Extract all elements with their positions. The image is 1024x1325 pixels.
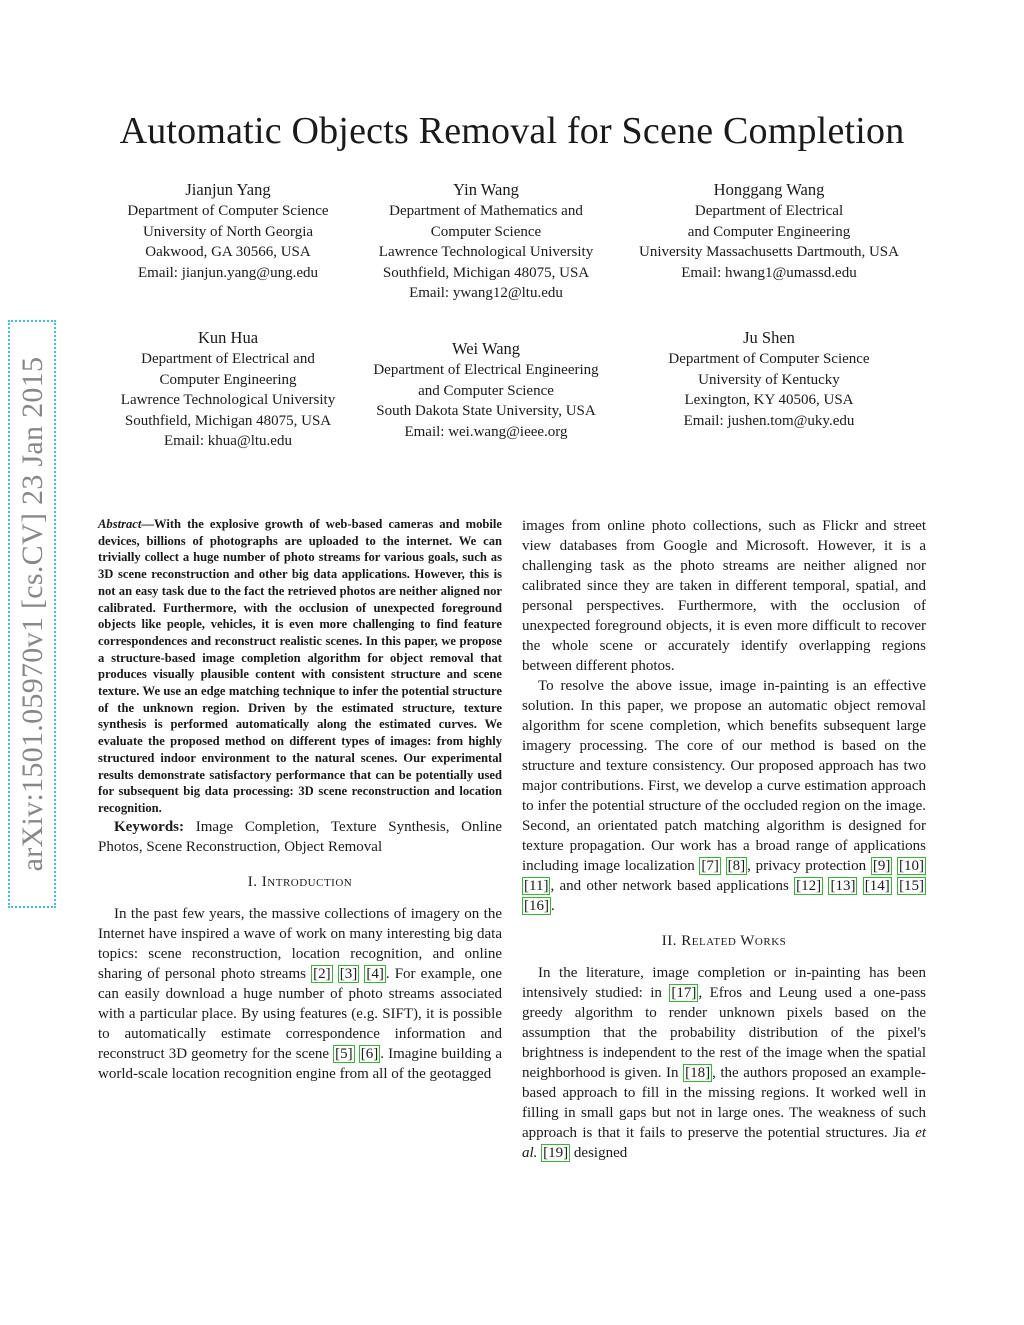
left-column — [98, 516, 502, 1084]
author-affiliation-line: Lexington, KY 40506, USA — [684, 392, 854, 409]
citation-link[interactable]: [18] — [685, 1065, 711, 1081]
author-affiliation-line: Computer Science — [430, 223, 542, 240]
author-email: Email: hwang1@umassd.edu — [681, 264, 857, 281]
citation-link[interactable]: [4] — [366, 965, 384, 982]
section-numeral: II. — [661, 933, 677, 949]
et-al: et al. — [522, 1125, 927, 1161]
author-block — [616, 179, 922, 283]
citation-link[interactable]: [3] — [339, 965, 358, 982]
citation-link[interactable]: [19] — [543, 1145, 569, 1161]
paragraph-text: , and other network based applications — [550, 878, 789, 894]
section-title-text: Introduction — [261, 873, 353, 890]
citation-link[interactable]: [10] — [899, 858, 925, 874]
citation-link[interactable]: [17] — [671, 985, 697, 1001]
citation-link[interactable]: [12] — [796, 878, 822, 894]
author-name: Honggang Wang — [713, 180, 825, 199]
author-block — [350, 338, 622, 442]
author-affiliation-line: Oakwood, GA 30566, USA — [145, 244, 311, 261]
author-affiliation-line: Department of Mathematics and — [389, 203, 583, 219]
intro-paragraph — [98, 904, 502, 1084]
author-affiliation-line: Department of Electrical Engineering — [373, 362, 599, 378]
citation-link[interactable]: [9] — [872, 858, 891, 874]
author-name: Ju Shen — [743, 328, 795, 347]
paragraph-text: designed — [573, 1145, 628, 1161]
citation-link[interactable]: [8] — [727, 858, 746, 874]
paragraph-text: , Efros and Leung used a one-pass greedy algorithm to render unknown pixels based on the assumption that the probability distribution of the pixel's brightness is independent to the rest of the image when the spatial neighborhood is given. In — [522, 985, 927, 1081]
keywords-label: Keywords: — [114, 818, 184, 835]
citation-link[interactable]: [13] — [830, 878, 856, 894]
section-title-text: Related Works — [681, 933, 787, 949]
paper-title: Automatic Objects Removal for Scene Completion — [119, 110, 905, 152]
citation-link[interactable]: [14] — [864, 878, 890, 894]
author-affiliation-line: University of Kentucky — [698, 371, 840, 388]
author-name: Jianjun Yang — [185, 180, 271, 199]
author-affiliation-line: Department of Computer Science — [127, 203, 329, 219]
author-email: Email: khua@ltu.edu — [164, 433, 292, 450]
citation-link[interactable]: [2] — [313, 965, 331, 982]
author-affiliation-line: Southfield, Michigan 48075, USA — [382, 264, 590, 281]
right-column — [522, 516, 926, 1163]
paragraph-text: . — [551, 898, 555, 914]
author-affiliation-line: South Dakota State University, USA — [376, 403, 596, 420]
citation-link[interactable]: [6] — [360, 1045, 379, 1062]
author-email: Email: ywang12@ltu.edu — [409, 285, 563, 302]
author-name: Wei Wang — [451, 339, 521, 358]
author-affiliation-line: Lawrence Technological University — [378, 244, 594, 261]
abstract — [98, 516, 502, 817]
paragraph-text: . For example, one can easily download a huge number of photo streams associated with a particular place. By using features (e.g. SIFT), it is possible to automatically estimate correspondence information and reconstruct 3D geometry for the scene — [98, 965, 502, 1062]
author-affiliation-line: Department of Electrical and — [141, 351, 315, 367]
author-affiliation-line: and Computer Engineering — [687, 223, 851, 240]
author-name: Yin Wang — [453, 180, 519, 199]
intro-paragraph — [522, 676, 926, 916]
abstract-label: Abstract — [98, 517, 142, 531]
author-email: Email: jushen.tom@uky.edu — [683, 412, 855, 429]
citation-link[interactable]: [7] — [701, 858, 719, 874]
related-paragraph — [522, 963, 926, 1163]
paragraph-text: , privacy protection — [747, 858, 867, 874]
author-block — [100, 327, 356, 452]
author-block — [100, 179, 356, 283]
intro-paragraph-continued: images from online photo collections, such as Flickr and street view databases from Google and Microsoft. However, it is a challenging task as the photo streams are neither aligned nor calibrated since they are taken in different temporal, spatial, and personal perspectives. Furthermore, with the occlusion of unexpected foreground objects, it is even more difficult to recover the whole scene or accurately identify overlapping regions between different photos. — [522, 518, 926, 674]
arxiv-stamp[interactable] — [0, 320, 66, 908]
paragraph-text: To resolve the above issue, image in-painting is an effective solution. In this paper, we propose an automatic object removal algorithm for scene completion, which benefits subsequent large imagery processing. The core of our method is based on the structure and texture consistency. Our proposed approach has two major contributions. First, we develop a curve estimation approach to infer the potential structure of the occluded region on the image. Second, an orientated patch matching algorithm is designed for texture propagation. Our work has a broad range of applications including image localization — [522, 678, 926, 874]
paragraph-text: , the authors proposed an example-based approach to fill in the missing regions. It worked well in filling in small gaps but not in large ones. The weakness of such approach is that it fails to preserve the potential structures. Jia — [522, 1065, 926, 1141]
abstract-text: With the explosive growth of web-based cameras and mobile devices, billions of photographs are uploaded to the internet. We can trivially collect a huge number of photo streams for various goals, such as 3D scene reconstruction and other big data applications. However, this is not an easy task due to the fact the retrieved photos are neither aligned nor calibrated. Furthermore, with the occlusion of unexpected foreground objects like people, vehicles, it is even more challenging to find feature correspondences and reconstruct realistic scenes. In this paper, we propose a structure-based image completion algorithm for object removal that produces visually plausible content with consistent structure and scene texture. We use an edge matching technique to infer the potential structure of the unknown region. Driven by the estimated structure, texture synthesis is performed automatically along the estimated curves. We evaluate the proposed method on different types of images: from highly structured indoor environment to the natural scenes. Our experimental results demonstrate satisfactory performance that can be potentially used for subsequent big data processing: 3D scene reconstruction and location recognition. — [98, 517, 502, 815]
author-block — [356, 179, 616, 304]
author-email: Email: wei.wang@ieee.org — [404, 423, 568, 440]
section-heading-introduction — [98, 872, 502, 892]
author-affiliation-line: Department of Computer Science — [668, 351, 870, 367]
citation-link[interactable]: [15] — [899, 878, 925, 894]
paragraph-text: In the past few years, the massive collections of imagery on the Internet have inspired a wave of work on many interesting big data topics: scene reconstruction, location recognition, and online sharing of personal photo streams — [98, 905, 502, 982]
citation-link[interactable]: [11] — [524, 878, 549, 894]
author-affiliation-line: University Massachusetts Dartmouth, USA — [639, 244, 899, 261]
section-numeral: I. — [247, 873, 258, 890]
arxiv-identifier: arXiv:1501.05970v1 [cs.CV] 23 Jan 2015 — [16, 356, 49, 872]
author-affiliation-line: University of North Georgia — [142, 223, 314, 240]
author-affiliation-line: Computer Engineering — [159, 371, 297, 388]
keywords — [98, 817, 502, 857]
section-heading-related-works — [522, 931, 926, 951]
author-name: Kun Hua — [197, 328, 259, 347]
author-email: Email: jianjun.yang@ung.edu — [137, 264, 319, 281]
paragraph-text: . Imagine building a world-scale location recognition engine from all of the geotagged — [98, 1045, 503, 1082]
abstract-dash: — — [141, 517, 154, 531]
author-affiliation-line: Lawrence Technological University — [120, 392, 336, 409]
author-affiliation-line: Southfield, Michigan 48075, USA — [124, 412, 332, 429]
keywords-text: Image Completion, Texture Synthesis, Online Photos, Scene Reconstruction, Object Removal — [98, 818, 503, 855]
author-affiliation-line: and Computer Science — [418, 382, 554, 399]
author-affiliation-line: Department of Electrical — [694, 203, 844, 219]
paragraph-text: In the literature, image completion or in-painting has been intensively studied: in — [522, 965, 926, 1001]
citation-link[interactable]: [5] — [335, 1045, 353, 1062]
citation-link[interactable]: [16] — [524, 898, 549, 914]
author-block — [636, 327, 902, 431]
